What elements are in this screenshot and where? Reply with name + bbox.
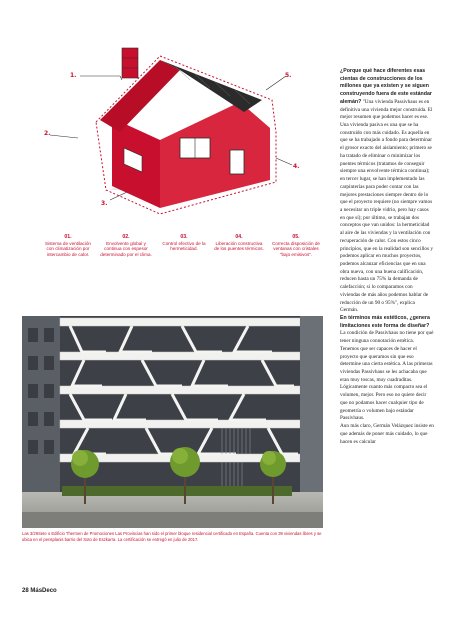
legend-number: 01. <box>64 234 72 240</box>
building-photo <box>22 316 323 528</box>
answer-1: "Una vivienda Passivhaus es en definitiva una vivienda mejor construida. El mejor resumen que podemos hacer es ese. Una vivienda pasiva es una que se ha construido con más cuidado. Es aquella en que se ha trabajado a fondo para determinar el grosor exacto del aislamiento; primero se ha tratado de eliminar o minimizar los puentes térmicos (tratamos de conseguir siempre una envolvente térmica continua); en tercer lugar, se han implementado las carpinterías para poder contar con las mejores prestaciones siempre dentro de lo que el proyecto requiere (no siempre vamos a necesitar un triple vidrio, pero hay casos en que sí); por último, se trabajan dos conceptos que van unidos: la hermeticidad al aire de las viviendas y la ventilación con recuperación de calor. Con estos cinco principios, que en la realidad son sencillos y podemos aplicar en muchos proyectos, podemos alcanzar eficiencias que en una obra nueva, con una buena calificación, reducen hasta un 75% la demanda de calefacción; si lo comparamos con viviendas de más años podemos hablar de reducción de un 90 o 95%", explica Germán. <box>340 98 434 314</box>
legend-item-2 <box>100 235 152 257</box>
magazine-brand: MásDeco <box>30 588 57 594</box>
legend-number: 04. <box>235 234 243 240</box>
legend-item-5 <box>270 235 322 257</box>
legend-number: 02. <box>122 234 130 240</box>
legend-text: Control efectivo de la hermeticidad. <box>162 240 206 252</box>
legend-item-1 <box>42 235 94 257</box>
passive-house-diagram <box>30 40 320 240</box>
diagram-label-3: 3. <box>101 200 108 207</box>
answer-3: Aun más claro, Germán Velázquez insiste en que además de poner más cuidado, lo que hacen es calcular <box>340 423 434 445</box>
photo-caption: Las 3/29Sete o Edificio Thermen de Promociones Las Provincias han sido el primer bloque residencial certificado en España. Cuenta con 39 viviendas libres y se ubica en el pensplanis barrio del Soto de Eszkarra. La certificación se entregó en julio de 2017. <box>22 531 322 543</box>
legend-text: Correcta disposición de ventanas con cristales "bajo emisivos". <box>271 240 320 257</box>
question-2: En términos más estéticos, ¿genera limitaciones este forma de diseñar? <box>340 315 430 329</box>
legend-item-3 <box>158 235 210 252</box>
answer-2: La condición de Passivhaus no tiene por qué tener ninguna connotación estética. Tenemos que ser capaces de hacer el proyecto que queramos sin que eso determine una cierta estética. A las primeras viviendas Passivhaus se les achacaba que eran muy toscas, muy cuadraditas. Lógicamente cuanto más compacto sea el volumen, mejor. Pero eso no quiere decir que no podamos hacer cualquier tipo de geometría o volumen bajo estándar Passivhaus. <box>340 330 434 422</box>
legend-number: 05. <box>292 234 300 240</box>
article-column <box>340 68 434 446</box>
diagram-label-1: 1. <box>70 72 77 79</box>
diagram-label-4: 4. <box>293 163 300 170</box>
legend-text: Liberación constructiva de los puentes térmicos. <box>214 240 264 252</box>
legend-text: Sistema de ventilación con climatización por intercambio de calor. <box>45 240 91 257</box>
diagram-label-5: 5. <box>285 72 292 79</box>
page-footer <box>22 588 57 594</box>
question-1: ¿Porque qué hace diferentes esas cientas de construcciones de los millones que ya existen y se siguen construyendo fuera de este estándar alemán? <box>340 68 432 105</box>
page-number: 28 <box>22 588 29 594</box>
legend-item-4 <box>213 235 265 252</box>
diagram-label-2: 2. <box>44 130 51 137</box>
legend-number: 03. <box>180 234 188 240</box>
legend-text: Envolvente global y continua con espesor determinado por el clima. <box>100 240 152 257</box>
